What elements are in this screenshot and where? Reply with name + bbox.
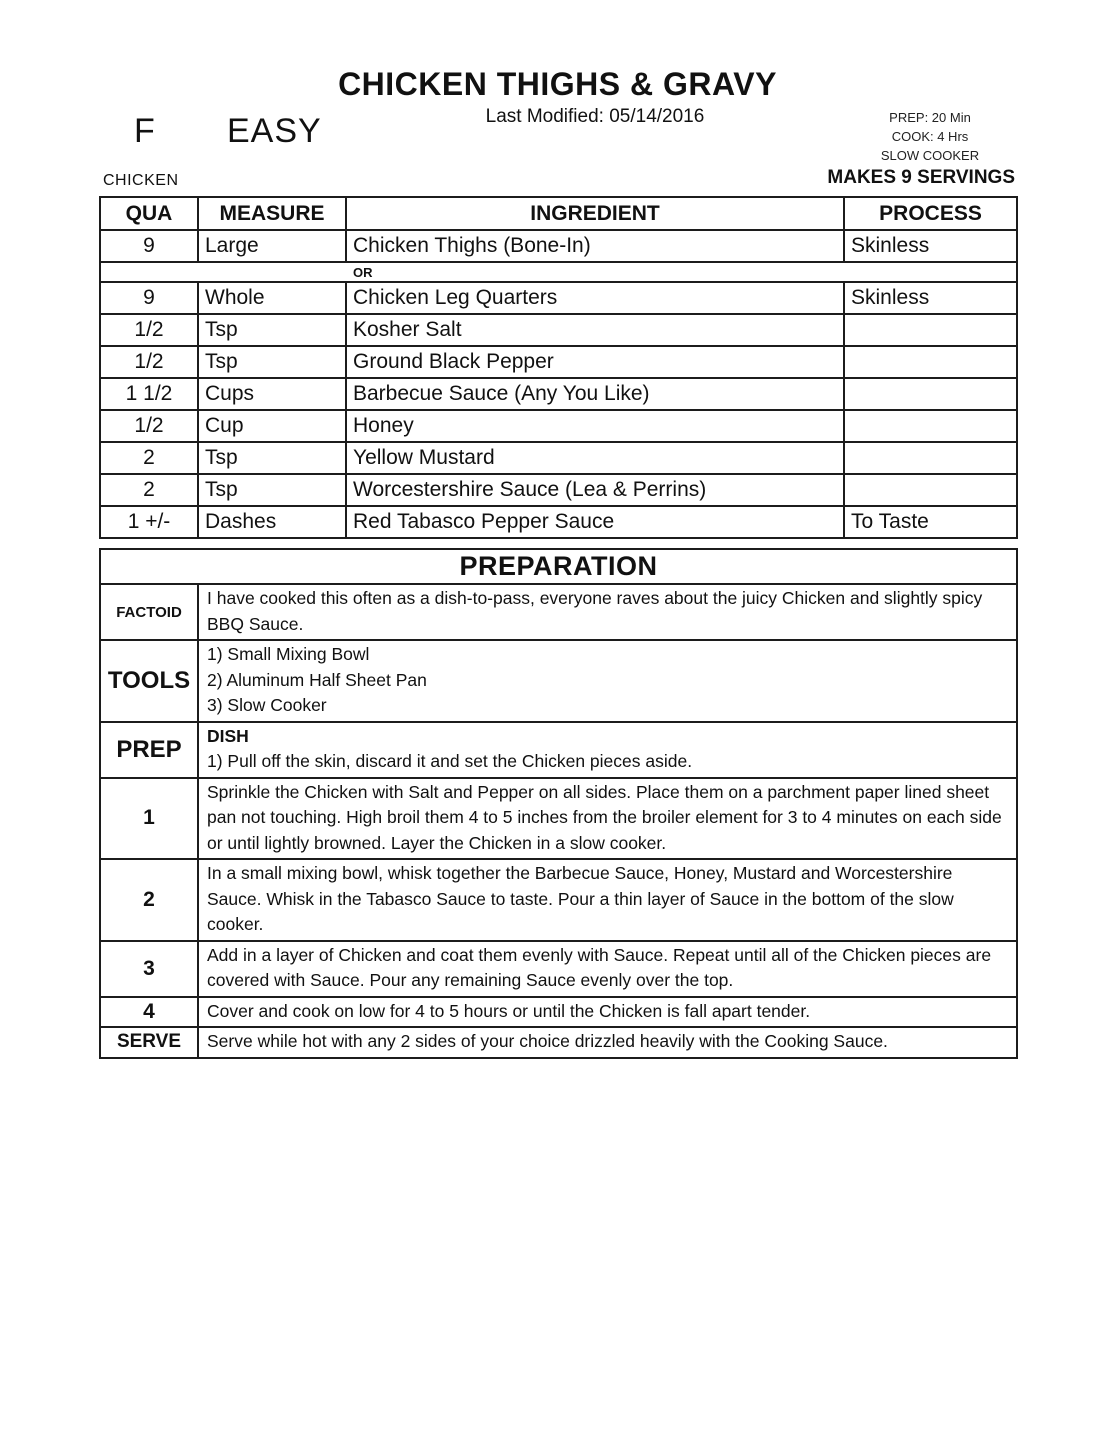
- prep-instruction: 1) Pull off the skin, discard it and set the Chicken pieces aside.: [207, 751, 693, 771]
- measure-cell: Tsp: [198, 474, 346, 506]
- step-number: 3: [100, 941, 198, 997]
- qua-cell: 1/2: [100, 346, 198, 378]
- table-row: [100, 506, 1017, 538]
- difficulty-label: EASY: [227, 112, 322, 150]
- table-row: [100, 474, 1017, 506]
- ingredient-cell: Worcestershire Sauce (Lea & Perrins): [346, 474, 844, 506]
- table-row: [100, 230, 1017, 262]
- process-cell: [844, 314, 1017, 346]
- qua-cell: 1/2: [100, 410, 198, 442]
- step-row: [100, 778, 1017, 860]
- time-info: [845, 108, 1015, 165]
- tool-item: 3) Slow Cooker: [207, 695, 327, 715]
- measure-cell: Tsp: [198, 442, 346, 474]
- table-row: [100, 282, 1017, 314]
- tool-item: 2) Aluminum Half Sheet Pan: [207, 669, 427, 690]
- page-title: CHICKEN THIGHS & GRAVY: [338, 66, 777, 102]
- process-cell: [844, 410, 1017, 442]
- step-number: 4: [100, 997, 198, 1028]
- step-number: 2: [100, 859, 198, 941]
- ingredient-cell: Kosher Salt: [346, 314, 844, 346]
- measure-cell: Large: [198, 230, 346, 262]
- qua-cell: 1 1/2: [100, 378, 198, 410]
- col-header-ingredient: INGREDIENT: [346, 197, 844, 230]
- last-modified: Last Modified: 05/14/2016: [485, 106, 705, 127]
- ingredient-cell: Barbecue Sauce (Any You Like): [346, 378, 844, 410]
- preparation-table: [99, 548, 1018, 1059]
- tools-label: TOOLS: [100, 640, 198, 722]
- factoid-row: [100, 584, 1017, 640]
- or-label: OR: [100, 262, 1017, 282]
- tool-item: 1) Small Mixing Bowl: [207, 644, 370, 664]
- process-cell: Skinless: [844, 230, 1017, 262]
- preparation-header-row: [100, 549, 1017, 584]
- col-header-process: PROCESS: [844, 197, 1017, 230]
- category-label: CHICKEN: [103, 172, 179, 189]
- measure-cell: Whole: [198, 282, 346, 314]
- ingredient-cell: Chicken Thighs (Bone-In): [346, 230, 844, 262]
- prep-heading: DISH: [207, 725, 249, 746]
- prep-time: PREP: 20 Min: [889, 110, 971, 125]
- qua-cell: 2: [100, 442, 198, 474]
- preparation-title: PREPARATION: [100, 549, 1017, 584]
- prep-text-cell: [198, 722, 1017, 778]
- process-cell: [844, 474, 1017, 506]
- cook-method: SLOW COOKER: [880, 148, 980, 163]
- ingredient-cell: Honey: [346, 410, 844, 442]
- ingredient-cell: Red Tabasco Pepper Sauce: [346, 506, 844, 538]
- ingredient-cell: Ground Black Pepper: [346, 346, 844, 378]
- flag-letter: F: [134, 112, 155, 150]
- col-header-measure: MEASURE: [198, 197, 346, 230]
- table-row: [100, 378, 1017, 410]
- ingredient-cell: Chicken Leg Quarters: [346, 282, 844, 314]
- tools-list: [198, 640, 1017, 722]
- step-text: In a small mixing bowl, whisk together the Barbecue Sauce, Honey, Mustard and Worcestershire Sauce. Whisk in the Tabasco Sauce to taste. Pour a thin layer of Sauce in the bottom of the slow cooker.: [198, 859, 1017, 941]
- measure-cell: Dashes: [198, 506, 346, 538]
- serve-label: SERVE: [100, 1027, 198, 1058]
- ingredient-cell: Yellow Mustard: [346, 442, 844, 474]
- col-header-qua: QUA: [100, 197, 198, 230]
- table-row: [100, 410, 1017, 442]
- process-cell: [844, 346, 1017, 378]
- process-cell: Skinless: [844, 282, 1017, 314]
- cook-time: COOK: 4 Hrs: [891, 129, 969, 144]
- measure-cell: Cup: [198, 410, 346, 442]
- step-row: [100, 941, 1017, 997]
- table-row: [100, 346, 1017, 378]
- measure-cell: Cups: [198, 378, 346, 410]
- step-row: [100, 859, 1017, 941]
- table-row: [100, 314, 1017, 346]
- tools-row: [100, 640, 1017, 722]
- step-row: [100, 997, 1017, 1028]
- table-row: [100, 442, 1017, 474]
- step-text: Add in a layer of Chicken and coat them evenly with Sauce. Repeat until all of the Chicken pieces are covered with Sauce. Pour any remaining Sauce evenly over the top.: [198, 941, 1017, 997]
- qua-cell: 2: [100, 474, 198, 506]
- measure-cell: Tsp: [198, 314, 346, 346]
- ingredients-table: [99, 196, 1018, 539]
- process-cell: To Taste: [844, 506, 1017, 538]
- measure-cell: Tsp: [198, 346, 346, 378]
- factoid-label: FACTOID: [100, 584, 198, 640]
- qua-cell: 1/2: [100, 314, 198, 346]
- step-text: Cover and cook on low for 4 to 5 hours or until the Chicken is fall apart tender.: [198, 997, 1017, 1028]
- qua-cell: 9: [100, 230, 198, 262]
- prep-row: [100, 722, 1017, 778]
- or-row: [100, 262, 1017, 282]
- serve-row: [100, 1027, 1017, 1058]
- step-number: 1: [100, 778, 198, 860]
- factoid-text: I have cooked this often as a dish-to-pass, everyone raves about the juicy Chicken and slightly spicy BBQ Sauce.: [198, 584, 1017, 640]
- ingredients-header-row: [100, 197, 1017, 230]
- qua-cell: 1 +/-: [100, 506, 198, 538]
- step-text: Sprinkle the Chicken with Salt and Pepper on all sides. Place them on a parchment paper lined sheet pan not touching. High broil them 4 to 5 inches from the broiler element for 3 to 4 minutes on each side or until lightly browned. Layer the Chicken in a slow cooker.: [198, 778, 1017, 860]
- prep-label: PREP: [100, 722, 198, 778]
- process-cell: [844, 378, 1017, 410]
- servings-label: MAKES 9 SERVINGS: [827, 167, 1015, 188]
- process-cell: [844, 442, 1017, 474]
- qua-cell: 9: [100, 282, 198, 314]
- serve-text: Serve while hot with any 2 sides of your choice drizzled heavily with the Cooking Sauce.: [198, 1027, 1017, 1058]
